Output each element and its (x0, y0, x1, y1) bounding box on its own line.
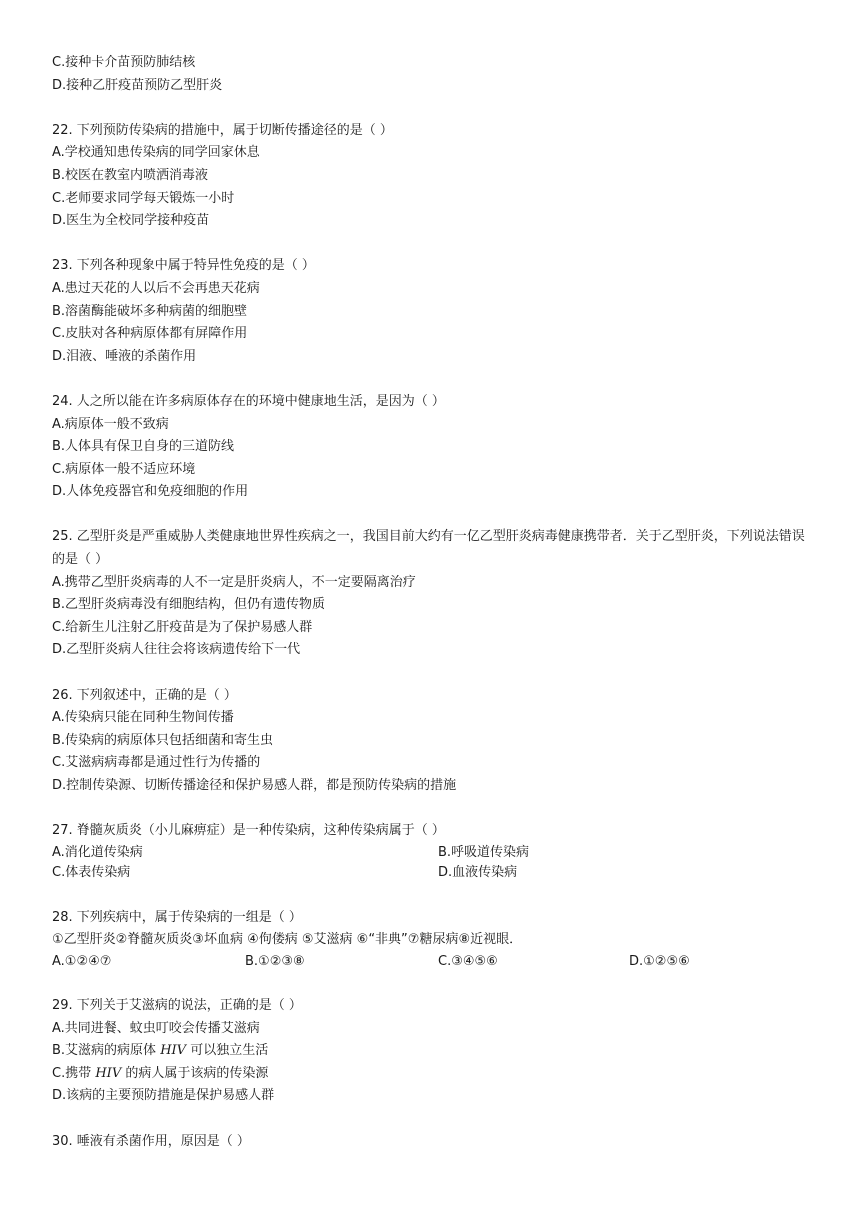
option-d: D.人体免疫器官和免疫细胞的作用 (52, 484, 249, 500)
question-number: 23. (52, 258, 73, 274)
question-28 (52, 907, 812, 973)
option-a: A.传染病只能在同种生物间传播 (52, 710, 234, 726)
option-a: A.患过天花的人以后不会再患天花病 (52, 280, 260, 296)
option-b: B.①②③⑧ (245, 953, 305, 969)
question-stem: 30. 唾液有杀菌作用，原因是（ ） (52, 1133, 250, 1149)
option-c: C.携带 HIV 的病人属于该病的传染源 (52, 1065, 269, 1081)
option-a: A.共同进餐、蚊虫叮咬会传播艾滋病 (52, 1020, 260, 1036)
option-row (52, 863, 812, 884)
option-b: B.校医在教室内喷洒消毒液 (52, 167, 209, 183)
question-stem: 23. 下列各种现象中属于特异性免疫的是（ ） (52, 258, 315, 274)
option-a: A.①②④⑦ (52, 953, 112, 969)
question-number: 29. (52, 997, 73, 1013)
question-stem: 27. 脊髓灰质炎（小儿麻痹症）是一种传染病，这种传染病属于（ ） (52, 823, 445, 839)
option-b: B.呼吸道传染病 (438, 844, 530, 860)
option-a: A.病原体一般不致病 (52, 416, 169, 432)
option-c: C.③④⑤⑥ (438, 953, 498, 969)
option-c: C.给新生儿注射乙肝疫苗是为了保护易感人群 (52, 619, 313, 635)
option-d: D.泪液、唾液的杀菌作用 (52, 348, 197, 364)
option-d: D.乙型肝炎病人往往会将该病遗传给下一代 (52, 642, 301, 658)
option-b: B.人体具有保卫自身的三道防线 (52, 439, 235, 455)
option-c: C.老师要求同学每天锻炼一小时 (52, 190, 235, 206)
question-24 (52, 391, 812, 504)
question-stem: 25. 乙型肝炎是严重威胁人类健康地世界性疾病之一，我国目前大约有一亿乙型肝炎病毒健康携带者．关于乙型肝炎，下列说法错误的是（ ） (52, 529, 805, 568)
question-number: 30. (52, 1133, 73, 1149)
question-stem: 26. 下列叙述中，正确的是（ ） (52, 687, 237, 703)
question-number: 28. (52, 909, 73, 925)
question-number: 22. (52, 122, 73, 138)
question-30 (52, 1131, 812, 1154)
question-23 (52, 255, 812, 368)
question-22 (52, 120, 812, 233)
question-stem: 24. 人之所以能在许多病原体存在的环境中健康地生活，是因为（ ） (52, 393, 445, 409)
option-d: D.血液传染病 (438, 865, 518, 881)
option-c-q21: C.接种卡介苗预防肺结核 (52, 55, 196, 70)
option-row (52, 843, 812, 864)
option-a: A.消化道传染病 (52, 844, 143, 860)
question-number: 24. (52, 393, 73, 409)
option-c: C.皮肤对各种病原体都有屏障作用 (52, 326, 248, 342)
option-d: D.控制传染源、切断传播途径和保护易感人群，都是预防传染病的措施 (52, 778, 457, 793)
option-b: B.溶菌酶能破坏多种病菌的细胞壁 (52, 303, 248, 319)
hiv-term: HIV (160, 1043, 187, 1059)
option-b: B.乙型肝炎病毒没有细胞结构，但仍有遗传物质 (52, 597, 326, 613)
option-d-q21: D.接种乙肝疫苗预防乙型肝炎 (52, 77, 223, 93)
option-row (52, 952, 812, 973)
option-b: B.艾滋病的病原体 HIV 可以独立生活 (52, 1043, 269, 1059)
question-number: 26. (52, 687, 73, 703)
question-list (52, 52, 812, 1153)
question-27 (52, 820, 812, 884)
option-d: D.医生为全校同学接种疫苗 (52, 213, 210, 229)
question-26 (52, 685, 812, 798)
option-c: C.体表传染病 (52, 865, 131, 881)
option-c: C.病原体一般不适应环境 (52, 461, 196, 477)
disease-list: ①乙型肝炎②脊髓灰质炎③坏血病 ④佝偻病 ⑤艾滋病 ⑥“非典”⑦糖尿病⑧近视眼． (52, 932, 523, 948)
question-25 (52, 526, 812, 662)
question-29 (52, 995, 812, 1108)
question-stem: 28. 下列疾病中，属于传染病的一组是（ ） (52, 909, 302, 925)
option-d: D.①②⑤⑥ (629, 953, 690, 969)
option-c: C.艾滋病病毒都是通过性行为传播的 (52, 755, 261, 771)
option-b: B.传染病的病原体只包括细菌和寄生虫 (52, 732, 274, 748)
option-a: A.携带乙型肝炎病毒的人不一定是肝炎病人，不一定要隔离治疗 (52, 574, 416, 590)
question-number: 25. (52, 529, 73, 545)
option-a: A.学校通知患传染病的同学回家休息 (52, 145, 260, 161)
hiv-term: HIV (95, 1065, 122, 1081)
question-stem: 22. 下列预防传染病的措施中，属于切断传播途径的是（ ） (52, 122, 393, 138)
question-number: 27. (52, 823, 73, 839)
question-stem: 29. 下列关于艾滋病的说法，正确的是（ ） (52, 997, 302, 1013)
option-d: D.该病的主要预防措施是保护易感人群 (52, 1088, 275, 1104)
